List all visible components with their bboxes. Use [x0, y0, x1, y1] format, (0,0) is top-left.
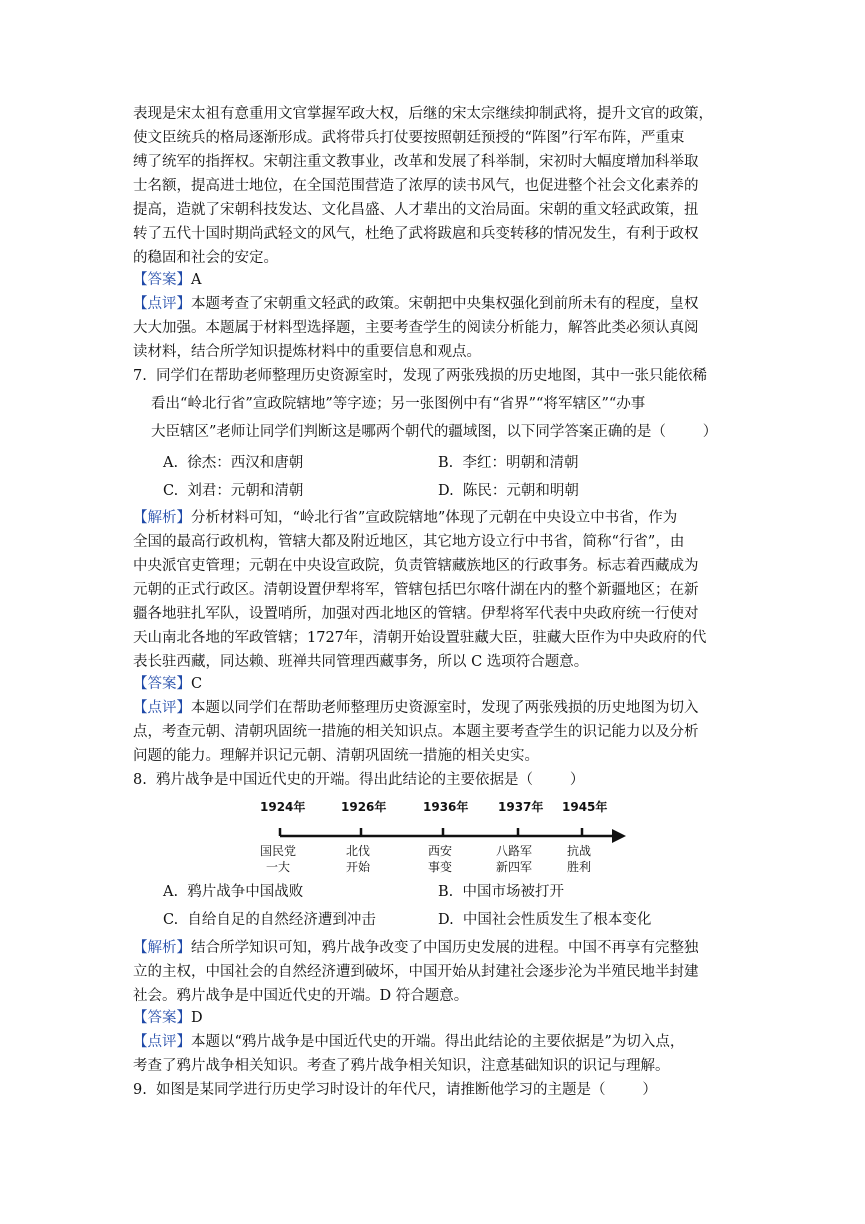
answer-value: D — [191, 1010, 203, 1026]
option-c: C. 自给自足的自然经济遭到冲击 — [163, 912, 376, 928]
text-line: 表现是宋太祖有意重用文官掌握军政大权，后继的宋太宗继续抑制武将，提升文官的政策， — [133, 106, 713, 122]
answer-line — [133, 671, 733, 697]
answer-tag: 【答案】 — [133, 676, 191, 692]
text-line: 元朝的正式行政区。清朝设置伊犁将军，管辖包括巴尔喀什湖在内的整个新疆地区；在新 — [133, 582, 699, 598]
text-line: 使文臣统兵的格局逐渐形成。武将带兵打仗要按照朝廷预授的“阵图”行军布阵，严重束 — [133, 130, 685, 146]
timeline-figure — [250, 798, 630, 888]
text-line: 问题的能力。理解并识记元朝、清朝巩固统一措施的相关史实。 — [133, 748, 539, 764]
answer-tag: 【答案】 — [133, 272, 191, 288]
text-line: 提高，造就了宋朝科技发达、文化昌盛、人才辈出的文治局面。宋朝的重文轻武政策，扭 — [133, 202, 699, 218]
text-line: 疆各地驻扎军队，设置哨所，加强对西北地区的管辖。伊犁将军代表中央政府统一行使对 — [133, 606, 699, 622]
answer-line — [133, 267, 733, 293]
timeline-year: 1945年 — [562, 800, 608, 814]
timeline-event: 西安 事变 — [428, 844, 453, 874]
option-d: D. 陈民：元朝和明朝 — [438, 483, 579, 499]
option-b: B. 李红：明朝和清朝 — [438, 455, 579, 471]
analysis-tag: 【解析】 — [133, 510, 191, 526]
answer-value: C — [191, 676, 203, 692]
text-line: 大臣辖区”老师让同学们判断这是哪两个朝代的疆域图，以下同学答案正确的是（ ） — [151, 424, 718, 440]
text-line: 士名额，提高进士地位，在全国范围营造了浓厚的读书风气，也促进整个社会文化素养的 — [133, 178, 699, 194]
option-a: A. 鸦片战争中国战败 — [163, 884, 304, 900]
comment-tag: 【点评】 — [133, 1034, 191, 1050]
answer-tag: 【答案】 — [133, 1010, 191, 1026]
comment-line: 【点评】本题以“鸦片战争是中国近代史的开端。得出此结论的主要依据是”为切入点， — [133, 1034, 685, 1050]
text-line: 缚了统军的指挥权。宋朝注重文教事业，改革和发展了科举制，宋初时大幅度增加科举取 — [133, 154, 699, 170]
question-9-stem: 9. 如图是某同学进行历史学习时设计的年代尺，请推断他学习的主题是（ ） — [133, 1082, 657, 1098]
text-line: 转了五代十国时期尚武轻文的风气，杜绝了武将跋扈和兵变转移的情况发生，有利于政权 — [133, 226, 699, 242]
analysis-line: 【解析】结合所学知识可知，鸦片战争改变了中国历史发展的进程。中国不再享有完整独 — [133, 940, 699, 956]
text-line: 读材料，结合所学知识提炼材料中的重要信息和观点。 — [133, 344, 481, 360]
comment-tag: 【点评】 — [133, 700, 191, 716]
comment-line: 【点评】本题考查了宋朝重文轻武的政策。宋朝把中央集权强化到前所未有的程度，皇权 — [133, 296, 699, 312]
option-a: A. 徐杰：西汉和唐朝 — [163, 455, 304, 471]
answer-line — [133, 1005, 733, 1031]
text-line: 社会。鸦片战争是中国近代史的开端。D 符合题意。 — [133, 988, 469, 1004]
timeline-arrow-icon — [612, 829, 626, 843]
text-line: 大大加强。本题属于材料型选择题，主要考查学生的阅读分析能力，解答此类必须认真阅 — [133, 320, 699, 336]
comment-line: 【点评】本题以同学们在帮助老师整理历史资源室时，发现了两张残损的历史地图为切入 — [133, 700, 699, 716]
text-line: 表长驻西藏，同达赖、班禅共同管理西藏事务，所以 C 选项符合题意。 — [133, 654, 589, 670]
text-line: 点，考查元朝、清朝巩固统一措施的相关知识点。本题主要考查学生的识记能力以及分析 — [133, 724, 699, 740]
text-line: 立的主权，中国社会的自然经济遭到破坏，中国开始从封建社会逐步沦为半殖民地半封建 — [133, 964, 699, 980]
text-line: 全国的最高行政机构，管辖大都及附近地区，其它地方设立行中书省，简称“行省”，由 — [133, 534, 685, 550]
timeline-event: 北伐 开始 — [346, 844, 371, 874]
timeline-year: 1926年 — [341, 800, 387, 814]
analysis-line: 【解析】分析材料可知，“岭北行省”宣政院辖地”体现了元朝在中央设立中书省，作为 — [133, 510, 678, 526]
timeline-year: 1937年 — [498, 800, 544, 814]
option-b: B. 中国市场被打开 — [438, 884, 564, 900]
text-line: 的稳固和社会的安定。 — [133, 250, 278, 266]
timeline-event: 国民党 一大 — [260, 844, 297, 874]
answer-value: A — [191, 272, 202, 288]
text-line: 中央派官吏管理；元朝在中央设宣政院，负责管辖藏族地区的行政事务。标志着西藏成为 — [133, 558, 699, 574]
question-8-stem: 8. 鸦片战争是中国近代史的开端。得出此结论的主要依据是（ ） — [133, 772, 585, 788]
text-line: 看出“岭北行省”宣政院辖地”等字迹；另一张图例中有“省界”“将军辖区”“办事 — [151, 396, 646, 412]
timeline-year: 1924年 — [260, 800, 306, 814]
timeline-event: 抗战 胜利 — [567, 844, 592, 874]
comment-tag: 【点评】 — [133, 296, 191, 312]
question-7-stem: 7. 同学们在帮助老师整理历史资源室时，发现了两张残损的历史地图，其中一张只能依稀 — [133, 368, 708, 384]
option-c: C. 刘君：元朝和清朝 — [163, 483, 304, 499]
timeline-event: 八路军 新四军 — [496, 844, 533, 874]
analysis-tag: 【解析】 — [133, 940, 191, 956]
timeline-year: 1936年 — [423, 800, 469, 814]
text-line: 天山南北各地的军政管辖；1727年，清朝开始设置驻藏大臣，驻藏大臣作为中央政府的代 — [133, 630, 707, 646]
text-line: 考查了鸦片战争相关知识。考查了鸦片战争相关知识，注意基础知识的识记与理解。 — [133, 1058, 670, 1074]
option-d: D. 中国社会性质发生了根本变化 — [438, 912, 652, 928]
